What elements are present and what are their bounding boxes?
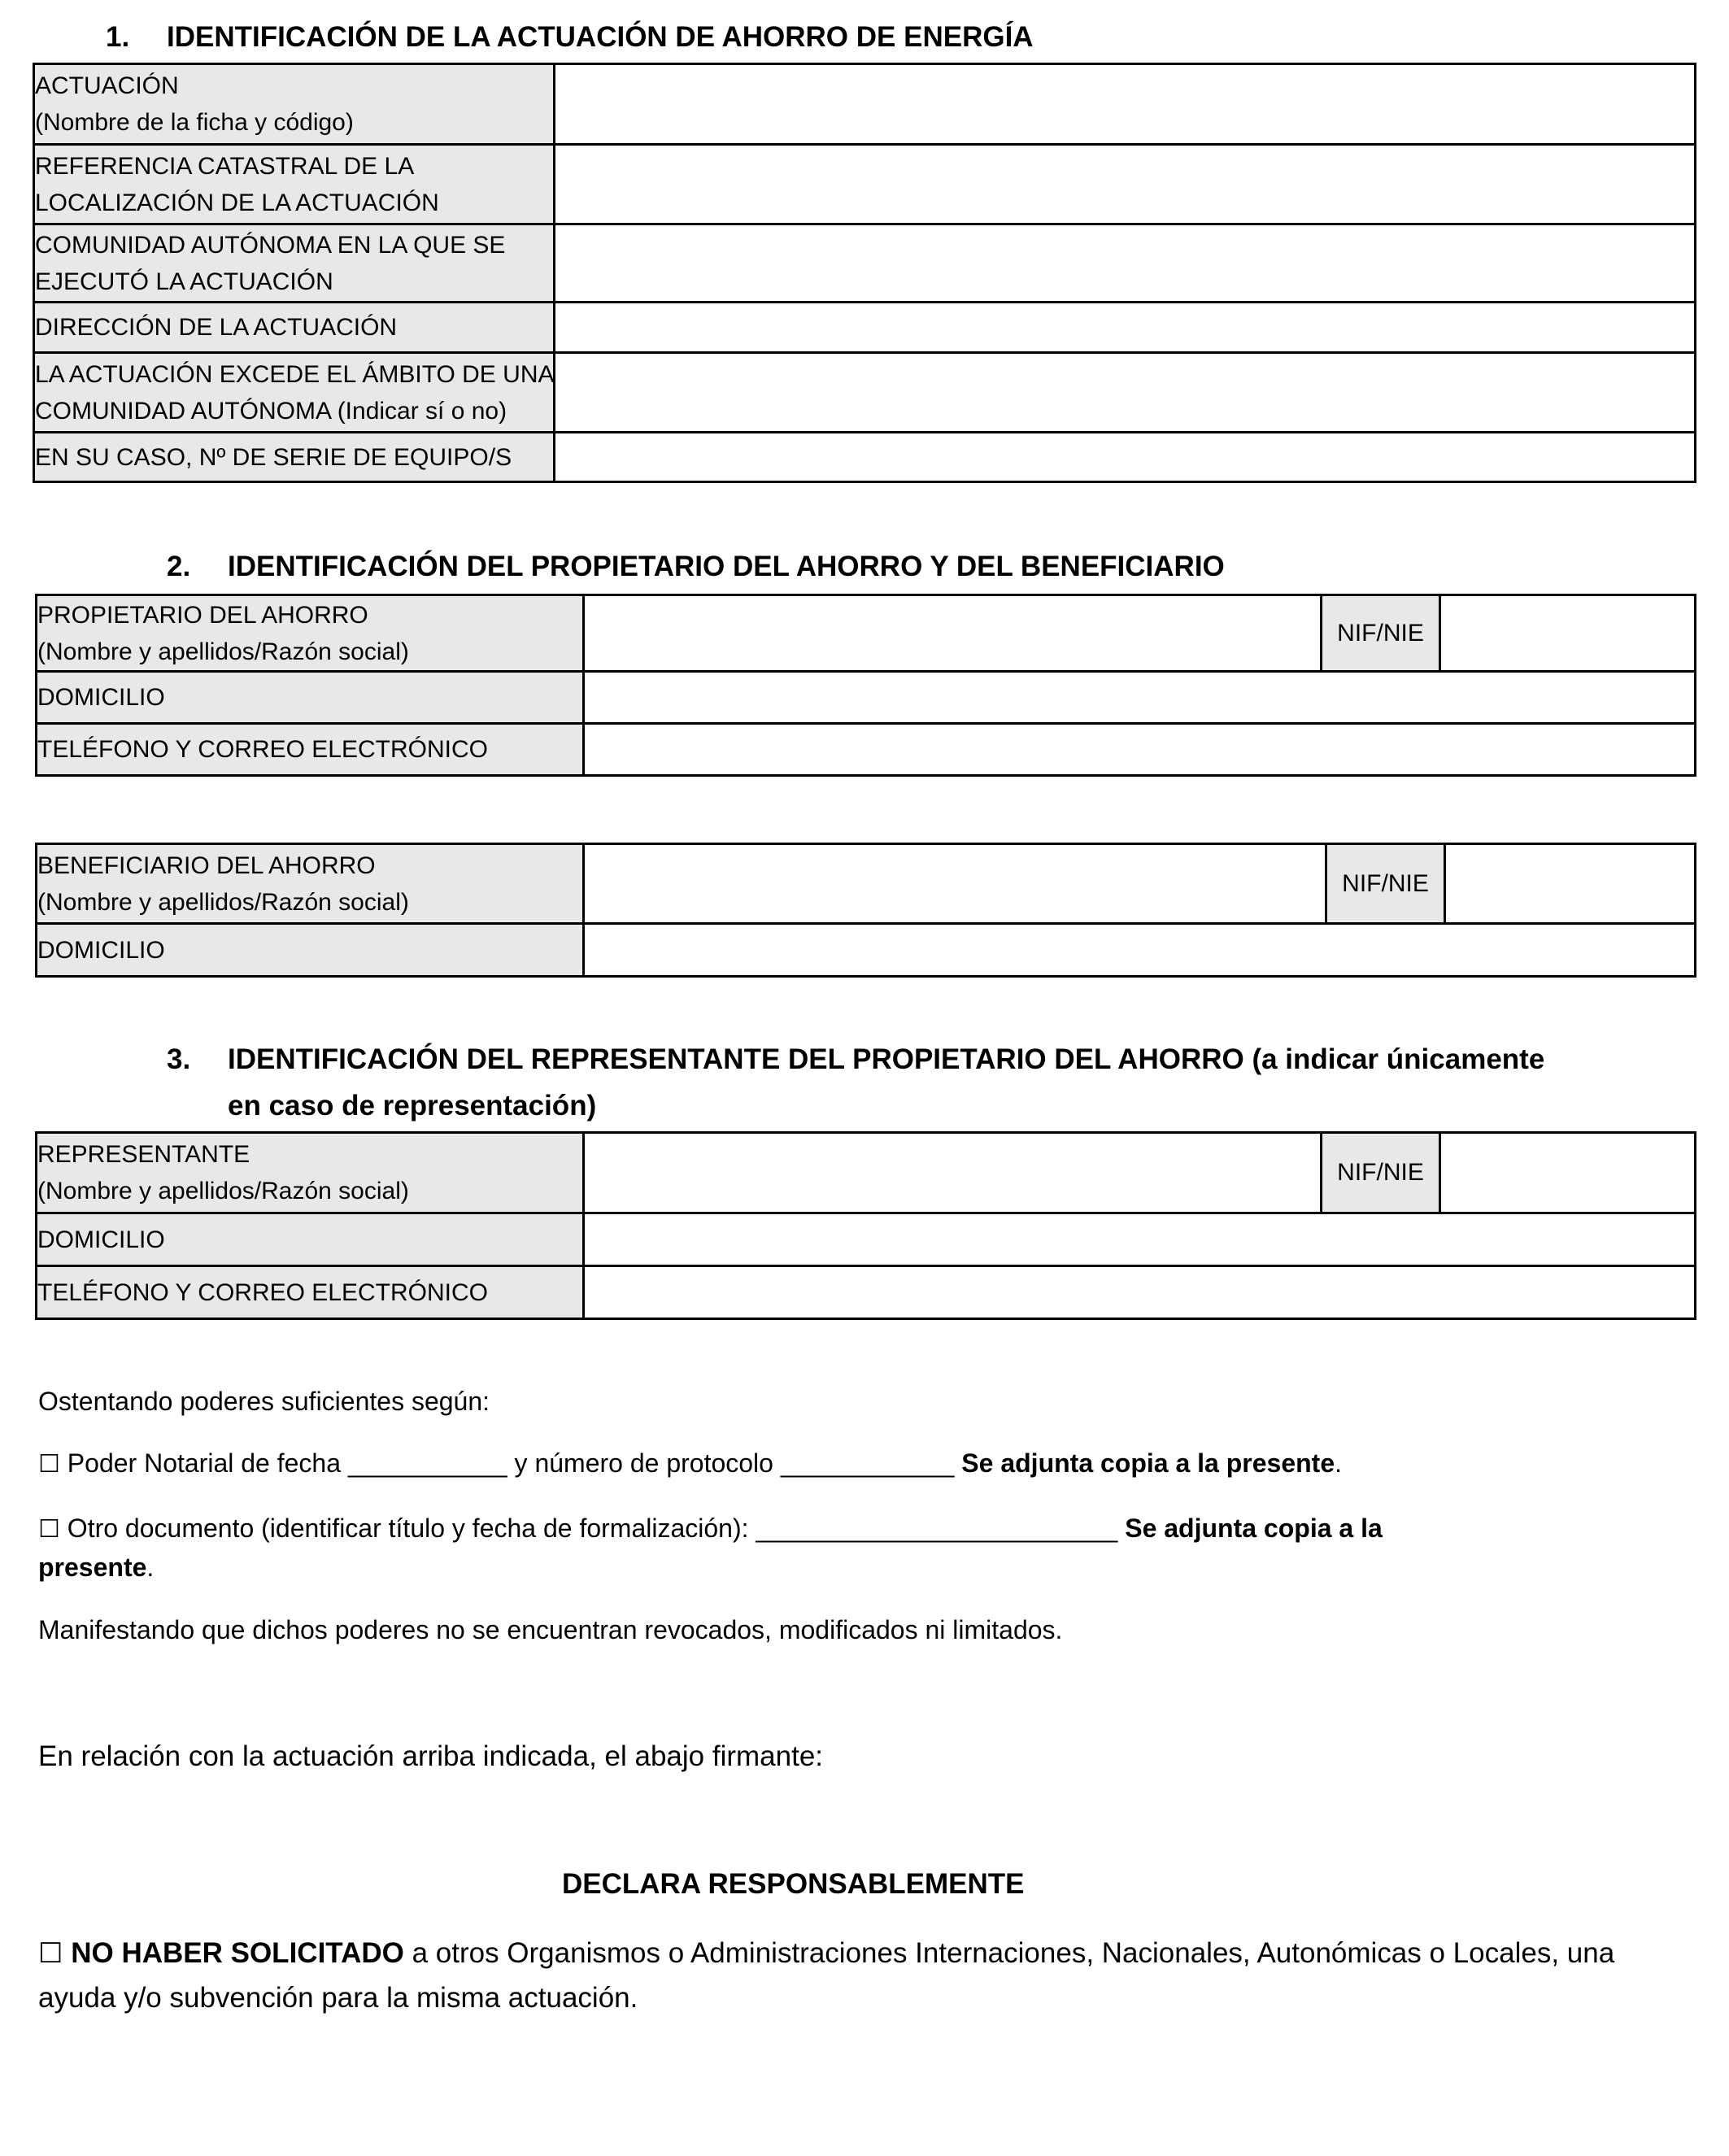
serial-number-label xyxy=(34,433,555,482)
not-requested-checkbox[interactable]: ☐ xyxy=(38,1937,63,1970)
representative-name-field[interactable] xyxy=(584,1133,1322,1213)
representative-nif-field[interactable] xyxy=(1440,1133,1696,1213)
table-row xyxy=(34,145,1696,224)
label-line: (Nombre de la ficha y código) xyxy=(35,109,354,136)
cadastral-reference-field[interactable] xyxy=(555,145,1696,224)
other-document-option xyxy=(38,1514,1383,1544)
owner-name-field[interactable] xyxy=(584,595,1322,672)
declaration-option xyxy=(38,1937,1614,1970)
beneficiary-name-field[interactable] xyxy=(584,844,1326,924)
table-row xyxy=(37,924,1696,977)
declaration-line2: ayuda y/o subvención para la misma actuación. xyxy=(38,1982,638,2014)
label-line: LA ACTUACIÓN EXCEDE EL ÁMBITO DE UNA xyxy=(35,360,555,388)
notarial-power-text: Poder Notarial de fecha ___________ y número de protocolo ____________ xyxy=(67,1448,955,1478)
label-line: LOCALIZACIÓN DE LA ACTUACIÓN xyxy=(35,189,439,216)
representative-name-label xyxy=(37,1133,584,1213)
action-table xyxy=(33,63,1696,483)
autonomous-community-field[interactable] xyxy=(555,224,1696,303)
owner-table xyxy=(35,594,1696,777)
label-line: EN SU CASO, Nº DE SERIE DE EQUIPO/S xyxy=(35,443,512,471)
label-line: REPRESENTANTE xyxy=(37,1141,250,1168)
representative-table xyxy=(35,1131,1696,1320)
label-line: (Nombre y apellidos/Razón social) xyxy=(37,888,409,916)
section-3-number: 3. xyxy=(167,1043,191,1075)
label-line: COMUNIDAD AUTÓNOMA EN LA QUE SE xyxy=(35,231,506,259)
other-document-checkbox[interactable]: ☐ xyxy=(38,1515,60,1544)
serial-number-field[interactable] xyxy=(555,433,1696,482)
section-1-title: IDENTIFICACIÓN DE LA ACTUACIÓN DE AHORRO DE ENERGÍA xyxy=(167,21,1034,53)
representative-nif-label: NIF/NIE xyxy=(1322,1133,1440,1213)
notarial-power-option xyxy=(38,1448,1342,1479)
label-line: REFERENCIA CATASTRAL DE LA xyxy=(35,152,415,180)
beneficiary-address-field[interactable] xyxy=(584,924,1696,977)
table-row xyxy=(34,64,1696,145)
label-line: PROPIETARIO DEL AHORRO xyxy=(37,601,368,629)
owner-name-label xyxy=(37,595,584,672)
exceeds-scope-field[interactable] xyxy=(555,353,1696,433)
representative-contact-label: TELÉFONO Y CORREO ELECTRÓNICO xyxy=(37,1266,584,1319)
section-3-heading xyxy=(167,1043,1544,1076)
beneficiary-table xyxy=(35,843,1696,978)
not-requested-text: a otros Organismos o Administraciones Internaciones, Nacionales, Autonómicas o Locales, una xyxy=(403,1937,1615,1969)
section-3-title-line1: IDENTIFICACIÓN DEL REPRESENTANTE DEL PROPIETARIO DEL AHORRO (a indicar únicamente xyxy=(228,1043,1545,1075)
section-2-title: IDENTIFICACIÓN DEL PROPIETARIO DEL AHORRO Y DEL BENEFICIARIO xyxy=(228,551,1225,582)
declaration-heading: DECLARA RESPONSABLEMENTE xyxy=(562,1868,1025,1900)
representative-contact-field[interactable] xyxy=(584,1266,1696,1319)
section-2-heading xyxy=(167,551,1225,583)
table-row xyxy=(37,1133,1696,1213)
table-row xyxy=(34,224,1696,303)
owner-nif-label: NIF/NIE xyxy=(1322,595,1440,672)
section-1-heading xyxy=(106,21,1034,54)
action-field[interactable] xyxy=(555,64,1696,145)
table-row xyxy=(34,303,1696,353)
exceeds-scope-label xyxy=(34,353,555,433)
other-attached-note-line2: presente xyxy=(38,1553,147,1582)
table-row xyxy=(34,353,1696,433)
not-requested-bold: NO HABER SOLICITADO xyxy=(71,1937,404,1969)
table-row xyxy=(37,1266,1696,1319)
other-attached-note-line1: Se adjunta copia a la xyxy=(1125,1514,1383,1543)
table-row xyxy=(37,595,1696,672)
beneficiary-name-label xyxy=(37,844,584,924)
other-document-text: Otro documento (identificar título y fecha de formalización): _________________________ xyxy=(67,1514,1118,1543)
section-1-number: 1. xyxy=(106,21,130,53)
owner-contact-field[interactable] xyxy=(584,724,1696,776)
table-row xyxy=(37,672,1696,724)
notarial-power-checkbox[interactable]: ☐ xyxy=(38,1450,60,1479)
relation-statement: En relación con la actuación arriba indicada, el abajo firmante: xyxy=(38,1740,824,1772)
powers-not-revoked: Manifestando que dichos poderes no se encuentran revocados, modificados ni limitados. xyxy=(38,1615,1063,1644)
representative-address-field[interactable] xyxy=(584,1213,1696,1266)
action-address-field[interactable] xyxy=(555,303,1696,353)
label-line: COMUNIDAD AUTÓNOMA (Indicar sí o no) xyxy=(35,397,507,425)
owner-address-field[interactable] xyxy=(584,672,1696,724)
table-row xyxy=(37,844,1696,924)
table-row xyxy=(34,433,1696,482)
table-row xyxy=(37,724,1696,776)
owner-nif-field[interactable] xyxy=(1440,595,1696,672)
cadastral-reference-label xyxy=(34,145,555,224)
beneficiary-nif-field[interactable] xyxy=(1445,844,1696,924)
notarial-attached-note: Se adjunta copia a la presente xyxy=(961,1448,1335,1478)
owner-contact-label: TELÉFONO Y CORREO ELECTRÓNICO xyxy=(37,724,584,776)
representative-address-label: DOMICILIO xyxy=(37,1213,584,1266)
section-2-number: 2. xyxy=(167,551,191,582)
label-line: EJECUTÓ LA ACTUACIÓN xyxy=(35,268,333,295)
owner-address-label: DOMICILIO xyxy=(37,672,584,724)
section-3-title-line2: en caso de representación) xyxy=(228,1090,597,1122)
period: . xyxy=(146,1553,155,1582)
other-attached-line2 xyxy=(38,1553,154,1583)
label-line: BENEFICIARIO DEL AHORRO xyxy=(37,852,376,879)
table-row xyxy=(37,1213,1696,1266)
period: . xyxy=(1335,1448,1343,1478)
label-line: DIRECCIÓN DE LA ACTUACIÓN xyxy=(35,314,398,341)
beneficiary-nif-label: NIF/NIE xyxy=(1326,844,1445,924)
label-line: (Nombre y apellidos/Razón social) xyxy=(37,1178,409,1204)
label-line: (Nombre y apellidos/Razón social) xyxy=(37,638,409,665)
beneficiary-address-label: DOMICILIO xyxy=(37,924,584,977)
autonomous-community-label xyxy=(34,224,555,303)
powers-intro: Ostentando poderes suficientes según: xyxy=(38,1387,490,1416)
action-label xyxy=(34,64,555,145)
action-address-label xyxy=(34,303,555,353)
label-line: ACTUACIÓN xyxy=(35,72,179,99)
